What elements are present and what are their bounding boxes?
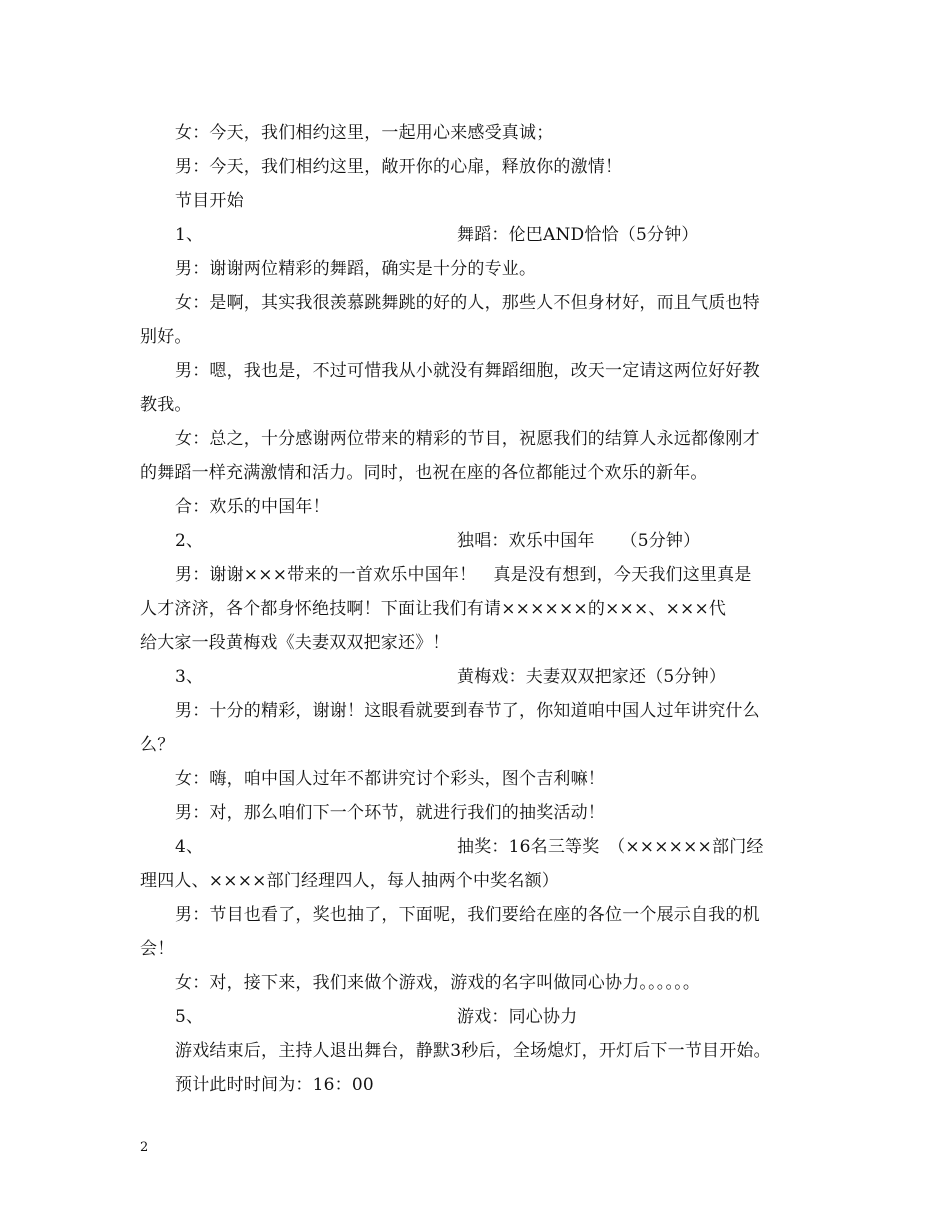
program-item-number: 1、 [175, 225, 204, 245]
paragraph-line: 节目开始 [175, 191, 244, 211]
continuation-line: 教我。 [140, 395, 192, 415]
continuation-line: 会！ [140, 939, 175, 959]
program-item [140, 660, 830, 694]
paragraph-line: 男：节目也看了，奖也抽了，下面呢，我们要给在座的各位一个展示自我的机 [175, 905, 760, 925]
paragraph-line: 女：是啊，其实我很羡慕跳舞跳的好的人，那些人不但身材好，而且气质也特 [175, 293, 760, 313]
paragraph-line: 女：今天，我们相约这里，一起用心来感受真诚； [175, 123, 554, 143]
continuation-line: 人才济济，各个都身怀绝技啊！下面让我们有请××××××的×××、×××代 [140, 599, 727, 619]
paragraph-line: 合：欢乐的中国年！ [175, 497, 330, 517]
program-item-number: 3、 [175, 667, 204, 687]
paragraph-line: 女：嗨，咱中国人过年不都讲究讨个彩头，图个吉利嘛！ [175, 769, 605, 789]
paragraph-line: 女：对，接下来，我们来做个游戏，游戏的名字叫做同心协力。。。。。。 [175, 973, 701, 993]
paragraph-line: 男：对，那么咱们下一个环节，就进行我们的抽奖活动！ [175, 803, 605, 823]
document-body [140, 116, 830, 1102]
program-item-number: 4、 [175, 837, 204, 857]
continuation-line: 别好。 [140, 327, 192, 347]
program-item [140, 830, 830, 864]
program-item-description: 黄梅戏：夫妻双双把家还（5分钟） [457, 667, 727, 687]
program-item-description: 独唱：欢乐中国年 （5分钟） [457, 531, 701, 551]
continuation-line: 给大家一段黄梅戏《夫妻双双把家还》！ [140, 633, 450, 653]
program-item-description: 舞蹈：伦巴AND恰恰（5分钟） [457, 225, 699, 245]
paragraph-line: 男：谢谢两位精彩的舞蹈，确实是十分的专业。 [175, 259, 537, 279]
paragraph-line: 男：十分的精彩，谢谢！这眼看就要到春节了，你知道咱中国人过年讲究什么 [175, 701, 760, 721]
paragraph-line: 游戏结束后，主持人退出舞台，静默3秒后，全场熄灯，开灯后下一节目开始。 [175, 1041, 771, 1061]
program-item [140, 524, 830, 558]
paragraph-line: 男：今天，我们相约这里，敞开你的心扉，释放你的激情！ [175, 157, 623, 177]
continuation-line: 的舞蹈一样充满激情和活力。同时，也祝在座的各位都能过个欢乐的新年。 [140, 463, 708, 483]
program-item-description: 游戏：同心协力 [457, 1007, 578, 1027]
paragraph-line: 女：总之，十分感谢两位带来的精彩的节目，祝愿我们的结算人永远都像刚才 [175, 429, 760, 449]
program-item-description: 抽奖：16名三等奖 （××××××部门经 [457, 837, 764, 857]
program-item [140, 218, 830, 252]
continuation-line: 理四人、××××部门经理四人，每人抽两个中奖名额） [140, 871, 559, 891]
page-number: 2 [140, 1140, 149, 1155]
program-item [140, 1000, 830, 1034]
paragraph-line: 男：嗯，我也是，不过可惜我从小就没有舞蹈细胞，改天一定请这两位好好教 [175, 361, 760, 381]
program-item-number: 5、 [175, 1007, 204, 1027]
paragraph-line: 预计此时时间为：16：00 [175, 1075, 374, 1095]
continuation-line: 么？ [140, 735, 175, 755]
program-item-number: 2、 [175, 531, 204, 551]
paragraph-line: 男：谢谢×××带来的一首欢乐中国年！ 真是没有想到，今天我们这里真是 [175, 565, 752, 585]
